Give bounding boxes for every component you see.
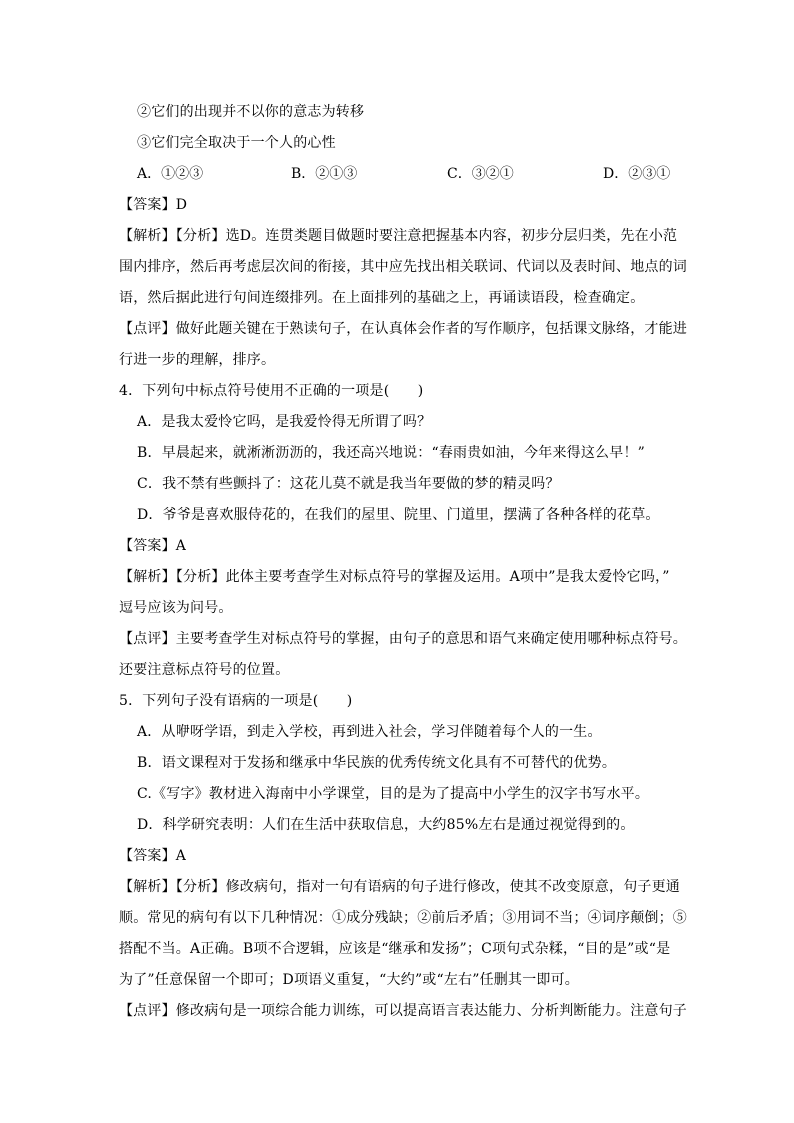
q3-analysis-line-3: 语，然后据此进行句间连缀排列。在上面排列的基础之上，再诵读语段，检查确定。: [119, 290, 645, 306]
q4-stem: 4．下列句中标点符号使用不正确的一项是( ): [119, 383, 424, 399]
q5-analysis-line-3: 搭配不当。A正确。B项不合逻辑，应该是“继承和发扬”；C项句式杂糅，“目的是”或“是: [119, 941, 671, 957]
q5-option-b: B．语文课程对于发扬和继承中华民族的优秀传统文化具有不可替代的优势。: [137, 755, 617, 771]
q5-stem: 5．下列句子没有语病的一项是( ): [119, 693, 353, 709]
q5-analysis-line-4: 为了”任意保留一个即可；D项语义重复，“大约”或“左右”任删其一即可。: [119, 972, 580, 988]
q3-analysis-line-1: 【解析】【分析】选D。连贯类题目做题时要注意把握基本内容，初步分层归类，先在小范: [119, 228, 678, 244]
q4-answer: 【答案】A: [119, 538, 187, 554]
q4-comment-line-1: 【点评】主要考查学生对标点符号的掌握，由句子的意思和语气来确定使用哪种标点符号。: [119, 631, 687, 647]
q3-statement-3: ③它们完全取决于一个人的心性: [137, 135, 336, 151]
q4-option-c: C．我不禁有些颤抖了：这花儿莫不就是我当年要做的梦的精灵吗？: [137, 476, 560, 492]
q5-option-a: A．从咿呀学语，到走入学校，再到进入社会，学习伴随着每个人的一生。: [137, 724, 602, 740]
q3-option-b: B．②①③: [291, 166, 358, 182]
q3-answer: 【答案】D: [119, 197, 188, 213]
q4-analysis-line-1: 【解析】【分析】此体主要考查学生对标点符号的掌握及运用。A项中”是我太爱怜它吗，”: [119, 569, 670, 585]
q5-option-d: D．科学研究表明：人们在生活中获取信息，大约85%左右是通过视觉得到的。: [137, 817, 635, 833]
q4-analysis-line-2: 逗号应该为问号。: [119, 600, 233, 616]
q3-comment-line-1: 【点评】做好此题关键在于熟读句子，在认真体会作者的写作顺序，包括课文脉络，才能进: [119, 321, 687, 337]
q3-option-d: D．②③①: [603, 166, 671, 182]
q3-option-a: A．①②③: [137, 166, 204, 182]
q3-option-c: C．③②①: [447, 166, 514, 182]
q5-analysis-line-1: 【解析】【分析】修改病句，指对一句有语病的句子进行修改，使其不改变原意，句子更通: [119, 879, 680, 895]
q4-option-b: B．早晨起来，就淅淅沥沥的，我还高兴地说：“春雨贵如油，今年来得这么早！”: [137, 445, 646, 461]
q3-statement-2: ②它们的出现并不以你的意志为转移: [137, 104, 365, 120]
q4-option-a: A．是我太爱怜它吗，是我爱怜得无所谓了吗？: [137, 414, 432, 430]
q3-analysis-line-2: 围内排序，然后再考虑层次间的衔接，其中应先找出相关联词、代词以及表时间、地点的词: [119, 259, 687, 275]
q4-option-d: D．爷爷是喜欢服侍花的，在我们的屋里、院里、门道里，摆满了各种各样的花草。: [137, 507, 660, 523]
q5-option-c: C.《写字》教材进入海南中小学课堂，目的是为了提高中小学生的汉字书写水平。: [137, 786, 650, 802]
q5-answer: 【答案】A: [119, 848, 187, 864]
q5-analysis-line-2: 顺。常见的病句有以下几种情况：①成分残缺；②前后矛盾；③用词不当；④词序颠倒；⑤: [119, 910, 687, 926]
q5-comment-line-1: 【点评】修改病句是一项综合能力训练，可以提高语言表达能力、分析判断能力。注意句子: [119, 1003, 687, 1019]
q4-comment-line-2: 还要注意标点符号的位置。: [119, 662, 290, 678]
q3-comment-line-2: 行进一步的理解，排序。: [119, 352, 276, 368]
